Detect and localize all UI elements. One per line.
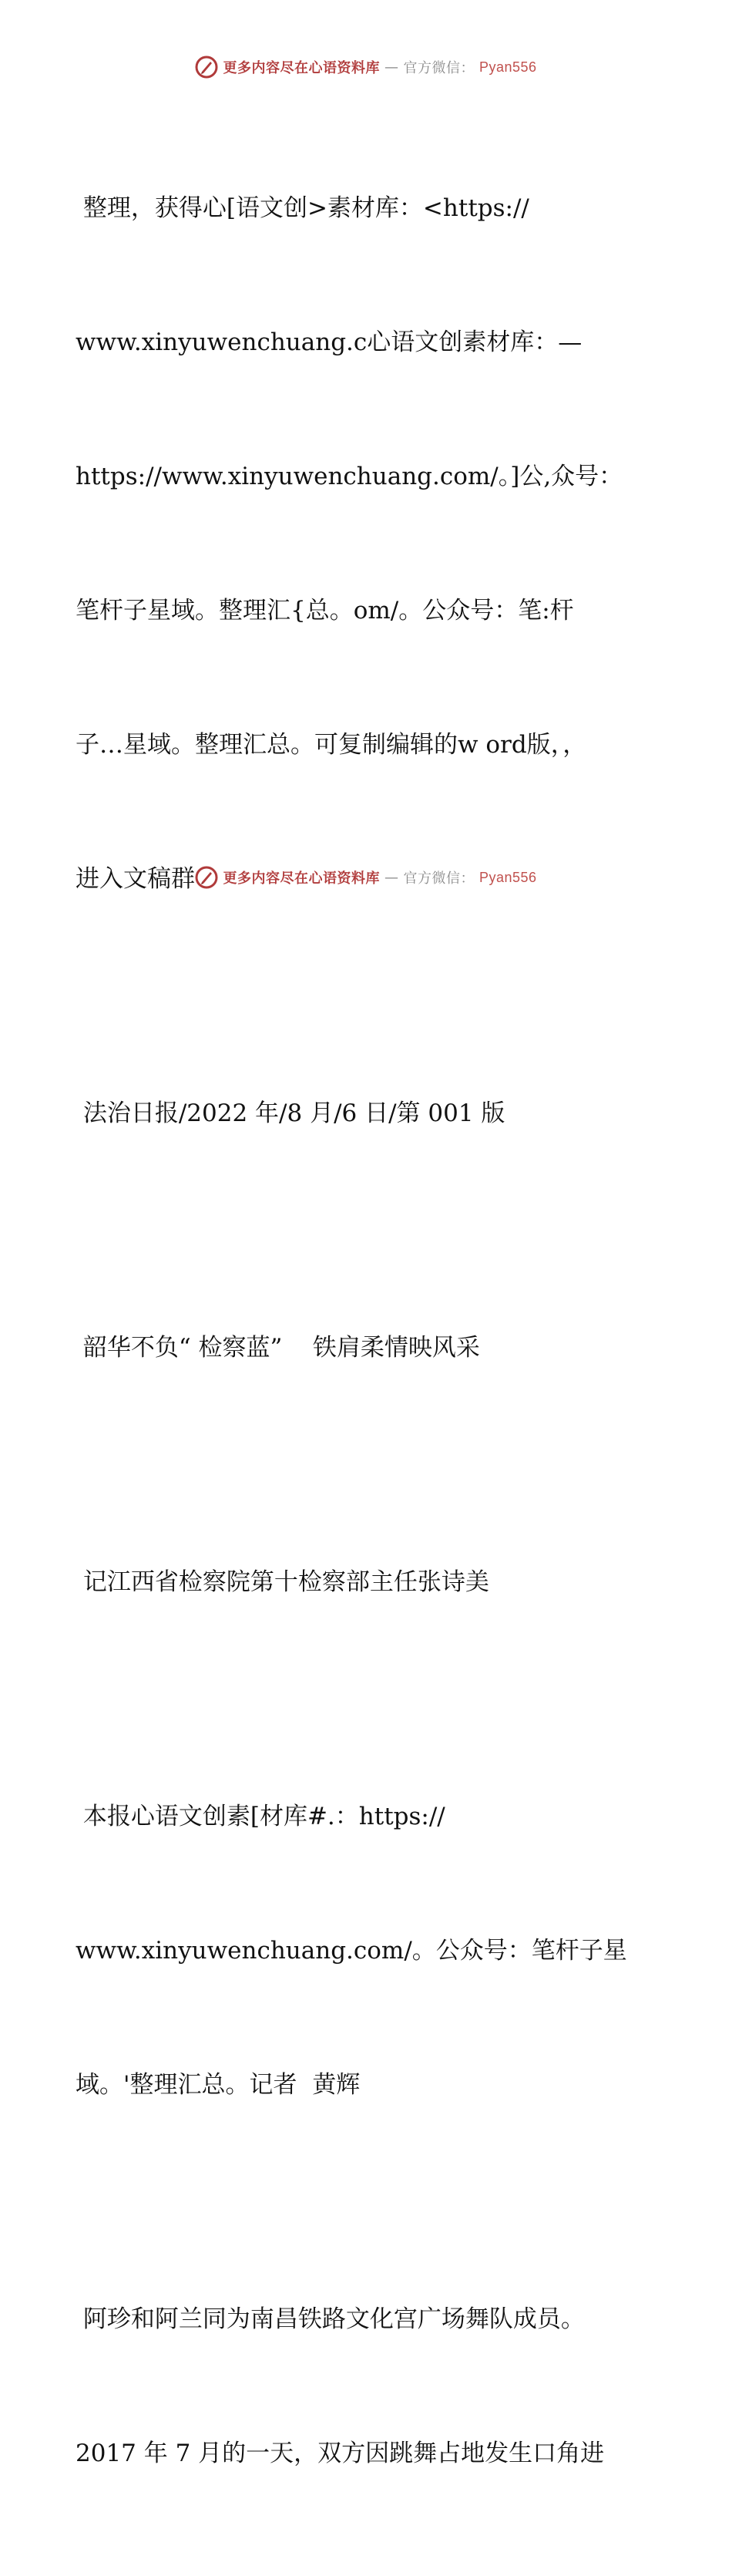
text-line: 整理，获得心[语文创>素材库：<https:// — [76, 194, 529, 222]
text-line: 本报心语文创素[材库#.：https:// — [76, 1803, 445, 1830]
text-line: www.xinyuwenchuang.com/。公众号：笔杆子星 — [76, 1937, 627, 1965]
byline-paragraph — [76, 1705, 669, 2197]
watermark-dash: — — [384, 59, 399, 76]
watermark-sub-text: 官方微信： — [403, 870, 475, 887]
watermark-wechat-id: Pyan556 — [478, 869, 537, 885]
source-line — [76, 1002, 669, 1225]
text-line: https://www.xinyuwenchuang.com/。]公,众号： — [76, 463, 623, 490]
footer-watermark — [0, 866, 732, 889]
article-subtitle — [76, 1470, 669, 1694]
text-line: www.xinyuwenchuang.c心语文创素材库：— — [76, 328, 583, 356]
text-line: 法治日报/2022 年/8 月/6 日/第 001 版 — [76, 1099, 505, 1127]
text-line: 笔杆子星域。整理汇{总。om/。公众号：笔:杆 — [76, 597, 574, 625]
watermark-wechat-id: Pyan556 — [478, 59, 537, 75]
article-title — [76, 1236, 669, 1460]
paragraph-intro — [76, 96, 669, 991]
text-line: 子…星域。整理汇总。可复制编辑的w ord版，， — [76, 731, 587, 759]
body-paragraph — [76, 2207, 669, 2565]
watermark-main-text: 更多内容尽在心语资料库 — [223, 60, 380, 76]
watermark-dash: — — [384, 869, 399, 886]
text-line: 域。'整理汇总。记者 黄辉 — [76, 2071, 361, 2099]
text-line: 韶华不负“ 检察蓝” 铁肩柔情映风采 — [76, 1334, 480, 1362]
watermark-sub-text: 官方微信： — [403, 60, 475, 76]
text-line: 进入文稿群 — [76, 865, 195, 893]
watermark-main-text: 更多内容尽在心语资料库 — [223, 870, 380, 887]
text-line: 记江西省检察院第十检察部主任张诗美 — [76, 1568, 489, 1596]
header-watermark — [0, 56, 732, 79]
quill-logo-icon — [195, 866, 218, 889]
text-line: 阿珍和阿兰同为南昌铁路文化宫广场舞队成员。 — [76, 2305, 585, 2333]
text-line: 2017 年 7 月的一天，双方因跳舞占地发生口角进 — [76, 2440, 605, 2467]
quill-logo-icon — [195, 56, 218, 79]
document-body — [76, 96, 669, 2576]
